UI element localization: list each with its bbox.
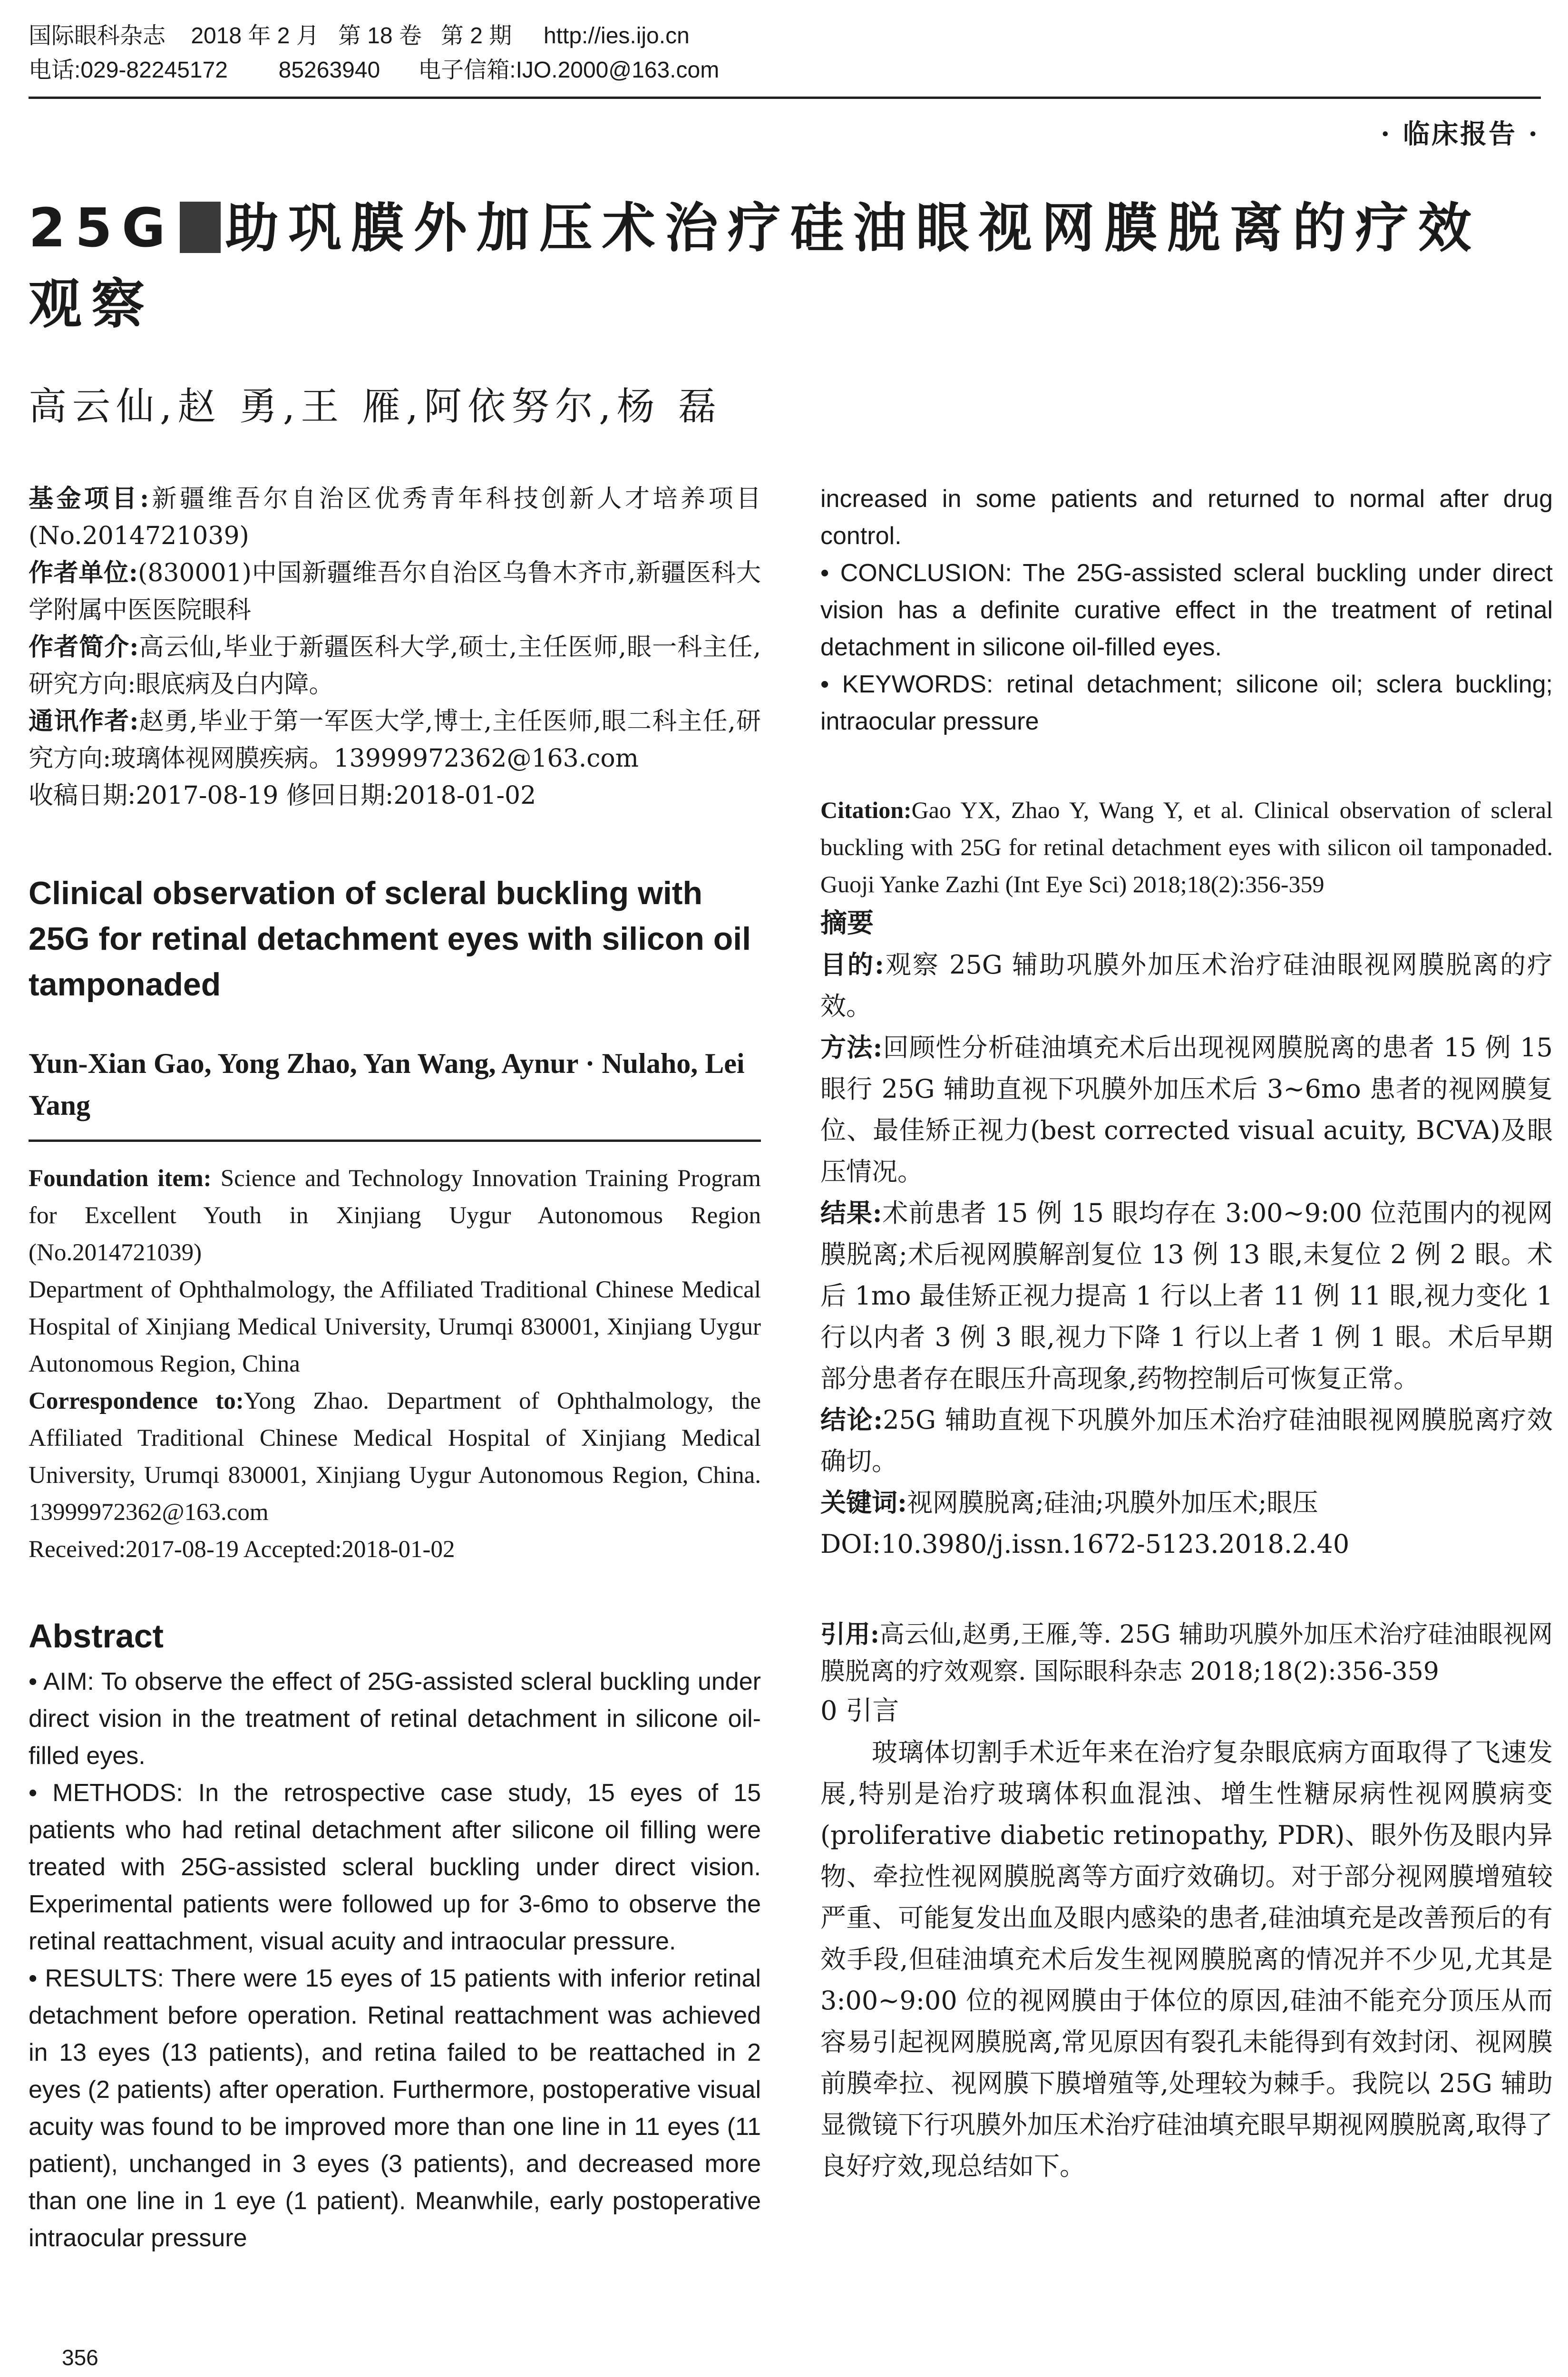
introduction-heading: 0 引言: [820, 1695, 899, 1726]
section-label: · 临床报告 ·: [1381, 118, 1539, 150]
contact-info-line: 电话:029-82245172 85263940 电子信箱:IJO.2000@163.com: [29, 58, 720, 83]
abstract-aim: • AIM: To observe the effect of 25G-assisted scleral buckling under direct vision in the treatment of retinal detachment in silicone oil-filled eyes.: [29, 1668, 761, 1770]
abstract-cn-objective: [820, 944, 1553, 1027]
received-accepted: Received:2017-08-19 Accepted:2018-01-02: [29, 1536, 455, 1563]
page-number: 356: [62, 2345, 98, 2370]
author-bio: [29, 629, 761, 703]
methods-label: 方法:: [820, 1032, 883, 1062]
bio-label: 作者简介:: [29, 633, 139, 662]
keywords-text: 视网膜脱离;硅油;巩膜外加压术;眼压: [906, 1488, 1318, 1518]
introduction-text: 玻璃体切割手术近年来在治疗复杂眼底病方面取得了飞速发展,特别是治疗玻璃体积血混浊、增生性糖尿病性视网膜病变(proliferative diabetic retinopathy, PDR)、眼外伤及眼内异物、牵拉性视网膜脱离等方面疗效确切。对于部分视网膜增殖较严重、可能复发出血及眼内感染的患者,硅油填充是改善预后的有效手段,但硅油填充术后发生视网膜脱离的情况并不少见,尤其是 3:00~9:00 位的视网膜由于体位的原因,硅油不能充分顶压从而容易引起视网膜脱离,常见原因有裂孔未能得到有效封闭、视网膜前膜牵拉、视网膜下膜增殖等,处理较为棘手。我院以 25G 辅助显微镜下行巩膜外加压术治疗硅油填充眼早期视网膜脱离,取得了良好疗效,现总结如下。: [820, 1737, 1553, 2181]
right-column: [820, 480, 1553, 2187]
foundation-item: [29, 1160, 761, 1271]
english-title: Clinical observation of scleral buckling with 25G for retinal detachment eyes with silicon oil tamponaded: [29, 875, 751, 1003]
department: Department of Ophthalmology, the Affiliated Traditional Chinese Medical Hospital of Xinjiang Medical University, Urumqi 830001, Xinjiang Uygur Autonomous Region, China: [29, 1276, 761, 1377]
abstract-cn-heading: 摘要: [820, 907, 874, 939]
abstract-methods: • METHODS: In the retrospective case study, 15 eyes of 15 patients who had retinal detachment after silicone oil filling were treated with 25G-assisted scleral buckling under direct vision. Experimental patients were followed up for 3-6mo to observe the retinal reattachment, visual acuity and intraocular pressure.: [29, 1779, 761, 1955]
results-label: 结果:: [820, 1198, 882, 1228]
authors-chinese: 高云仙,赵 勇,王 雁,阿依努尔,杨 磊: [29, 384, 722, 429]
header-rule: [29, 97, 1541, 99]
fund-text: 新疆维吾尔自治区优秀青年科技创新人才培养项目(No.2014721039): [29, 485, 761, 550]
objective-text: 观察 25G 辅助巩膜外加压术治疗硅油眼视网膜脱离的疗效。: [820, 950, 1553, 1021]
doi: DOI:10.3980/j.issn.1672-5123.2018.2.40: [820, 1529, 1350, 1559]
corr-label: 通讯作者:: [29, 707, 139, 736]
abstract-cn-keywords: [820, 1482, 1553, 1523]
corresponding-author: [29, 703, 761, 777]
title-prefix: 25G: [29, 197, 175, 259]
correspondence-en: [29, 1383, 761, 1531]
results-text: 术前患者 15 例 15 眼均存在 3:00~9:00 位范围内的视网膜脱离;术后视网膜解剖复位 13 例 13 眼,未复位 2 例 2 眼。术后 1mo 最佳矫正视力提高 1 行以上者 11 例 11 眼,视力变化 1 行以内者 3 例 3 眼,视力下降 1 行以上者 1 例 1 眼。术后早期部分患者存在眼压升高现象,药物控制后可恢复正常。: [820, 1198, 1553, 1393]
abstract-conclusion: • CONCLUSION: The 25G-assisted scleral buckling under direct vision has a definite curative effect in the treatment of retinal detachment in silicone oil-filled eyes.: [820, 559, 1553, 661]
abstract-cn-conclusion: [820, 1399, 1553, 1482]
abstract-results-continued: increased in some patients and returned to normal after drug control.: [820, 485, 1553, 550]
fund-label: 基金项目:: [29, 484, 149, 513]
obscured-glyph-block: [180, 202, 221, 253]
article-title: [29, 190, 1541, 342]
abstract-keywords: • KEYWORDS: retinal detachment; silicone oil; sclera buckling; intraocular pressure: [820, 671, 1553, 735]
received-dates: 收稿日期:2017-08-19 修回日期:2018-01-02: [29, 781, 536, 810]
citation-text: Gao YX, Zhao Y, Wang Y, et al. Clinical observation of scleral buckling with 25G for retinal detachment eyes with silicon oil tamponaded. Guoji Yanke Zazhi (Int Eye Sci) 2018;18(2):356-359: [820, 797, 1553, 897]
correspondence-label: Correspondence to:: [29, 1388, 244, 1414]
english-authors: Yun-Xian Gao, Yong Zhao, Yan Wang, Aynur · Nulaho, Lei Yang: [29, 1048, 745, 1121]
title-text: 助巩膜外加压术治疗硅油眼视网膜脱离的疗效观察: [29, 197, 1481, 335]
conclusion-label: 结论:: [820, 1404, 883, 1435]
keywords-label: 关键词:: [820, 1487, 907, 1518]
citation-en: [820, 791, 1553, 903]
unit-label: 作者单位:: [29, 558, 138, 587]
running-header: [29, 19, 1541, 88]
foundation-label: Foundation item:: [29, 1165, 212, 1192]
methods-text: 回顾性分析硅油填充术后出现视网膜脱离的患者 15 例 15 眼行 25G 辅助直视下巩膜外加压术后 3~6mo 患者的视网膜复位、最佳矫正视力(best corrected visual acuity, BCVA)及眼压情况。: [820, 1033, 1553, 1187]
citation-cn-text: 高云仙,赵勇,王雁,等. 25G 辅助巩膜外加压术治疗硅油眼视网膜脱离的疗效观察. 国际眼科杂志 2018;18(2):356-359: [820, 1620, 1553, 1686]
correspondence-text: Yong Zhao. Department of Ophthalmology, the Affiliated Traditional Chinese Medical Hospital of Xinjiang Medical University, Urumqi 830001, Xinjiang Uygur Autonomous Region, China. 13999972362@163.com: [29, 1388, 761, 1526]
left-column: [29, 480, 761, 2257]
bio-text: 高云仙,毕业于新疆医科大学,硕士,主任医师,眼一科主任,研究方向:眼底病及白内障。: [29, 633, 761, 699]
abstract-cn-results: [820, 1192, 1553, 1399]
citation-label: Citation:: [820, 797, 912, 823]
corr-text: 赵勇,毕业于第一军医大学,博士,主任医师,眼二科主任,研究方向:玻璃体视网膜疾病。13999972362@163.com: [29, 707, 761, 773]
fund-info: [29, 480, 761, 555]
citation-cn: [820, 1616, 1553, 1690]
journal-info-line: 国际眼科杂志 2018 年 2 月 第 18 卷 第 2 期 http://ies.ijo.cn: [29, 23, 690, 49]
abstract-results: • RESULTS: There were 15 eyes of 15 patients with inferior retinal detachment before operation. Retinal reattachment was achieved in 13 eyes (13 patients), and retina failed to be reattached in 2 eyes (2 patients) after operation. Furthermore, postoperative visual acuity was found to be improved more than one line in 11 eyes (11 patient), unchanged in 3 eyes (3 patients), and decreased more than one line in 1 eye (1 patient). Meanwhile, early postoperative intraocular pressure: [29, 1965, 761, 2252]
unit-text: (830001)中国新疆维吾尔自治区乌鲁木齐市,新疆医科大学附属中医医院眼科: [29, 559, 761, 624]
objective-label: 目的:: [820, 949, 884, 980]
author-unit: [29, 555, 761, 629]
abstract-heading: Abstract: [29, 1617, 164, 1655]
citation-cn-label: 引用:: [820, 1620, 880, 1649]
abstract-cn-methods: [820, 1027, 1553, 1192]
conclusion-text: 25G 辅助直视下巩膜外加压术治疗硅油眼视网膜脱离疗效确切。: [820, 1405, 1553, 1476]
foundation-text: Science and Technology Innovation Training Program for Excellent Youth in Xinjiang Uygur Autonomous Region (No.2014721039): [29, 1165, 761, 1266]
section-rule: [29, 1140, 761, 1142]
